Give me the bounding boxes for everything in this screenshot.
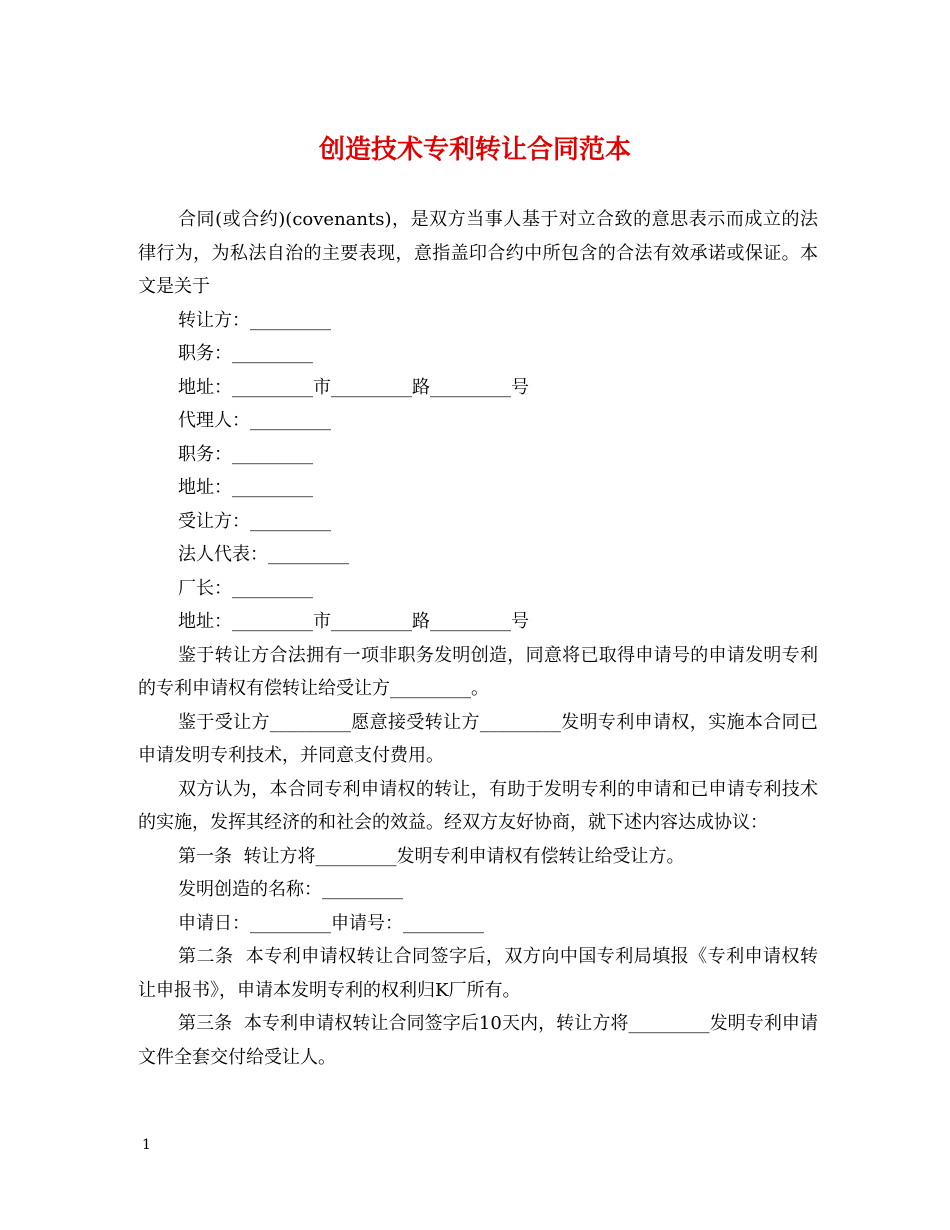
field-transferee-address: 地址：_________市_________路_________号 xyxy=(178,611,529,632)
field-agent-position: 职务：_________ xyxy=(178,443,313,465)
field-transferor-address: 地址：_________市_________路_________号 xyxy=(178,376,529,398)
field-transferor: 转让方：_________ xyxy=(178,309,331,331)
document-title: 创造技术专利转让合同范本 xyxy=(318,135,631,165)
paragraph-article-1: 第一条 转让方将_________发明专利申请权有偿转让给受让方。 xyxy=(178,845,685,867)
intro-paragraph: 合同(或合约)(covenants)，是双方当事人基于对立合致的意思表示而成立的法律行为，为私法自治的主要表现，意指盖印合约中所包含的合法有效承诺或保证。本文是关于 xyxy=(138,209,818,297)
field-factory-director: 厂长：_________ xyxy=(178,577,313,599)
paragraph-whereas-transferee: 鉴于受让方_________愿意接受转让方_________发明专利申请权，实施本合同已申请发明专利技术，并同意支付费用。 xyxy=(138,711,818,766)
field-legal-representative: 法人代表：_________ xyxy=(178,544,349,565)
field-agent-address: 地址：_________ xyxy=(178,477,313,498)
field-transferee: 受让方：_________ xyxy=(178,510,331,532)
paragraph-application-info: 申请日：_________申请号：_________ xyxy=(178,912,484,934)
paragraph-article-3: 第三条 本专利申请权转让合同签字后10天内，转让方将_________发明专利申请文件全套交付给受让人。 xyxy=(138,1013,818,1068)
page-number: 1 xyxy=(142,1137,151,1153)
document-body xyxy=(138,203,818,1074)
paragraph-whereas-transferor: 鉴于转让方合法拥有一项非职务发明创造，同意将已取得申请号的申请发明专利的专利申请权有偿转让给受让方_________。 xyxy=(138,644,818,699)
paragraph-article-2: 第二条 本专利申请权转让合同签字后，双方向中国专利局填报《专利申请权转让申报书》，申请本发明专利的权利归K厂所有。 xyxy=(138,946,818,1001)
paragraph-invention-name: 发明创造的名称：_________ xyxy=(178,879,403,900)
paragraph-agreement-basis: 双方认为，本合同专利申请权的转让，有助于发明专利的申请和已申请专利技术的实施，发挥其经济的和社会的效益。经双方友好协商，就下述内容达成协议： xyxy=(138,778,818,833)
field-agent: 代理人：_________ xyxy=(178,410,331,431)
field-transferor-position: 职务：_________ xyxy=(178,343,313,364)
